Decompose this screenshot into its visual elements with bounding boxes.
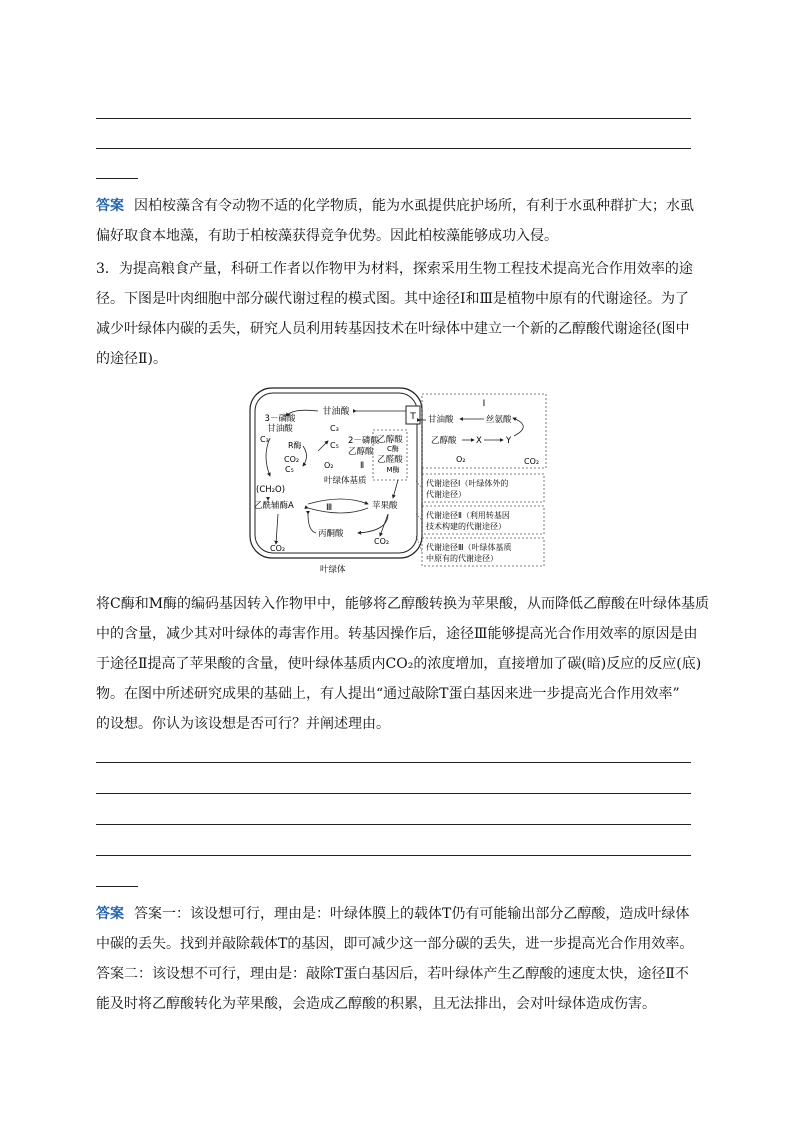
answer-line-end	[96, 178, 138, 179]
final-answer	[96, 899, 696, 1019]
answer-line-1	[96, 118, 691, 119]
serine-label: 丝氨酸	[486, 415, 512, 425]
answer-line-1	[96, 762, 691, 763]
answer-line-2	[96, 148, 691, 149]
m-enzyme-label: M酶	[386, 466, 400, 474]
question-text: 减少叶绿体内碳的丢失，研究人员利用转基因技术在叶绿体中建立一个新的乙醇酸代谢途径(图中	[96, 321, 690, 337]
legend-text: 代谢途径Ⅲ（叶绿体基质	[426, 543, 512, 552]
body-text: 将C酶和M酶的编码基因转入作物甲中，能够将乙醇酸转换为苹果酸，从而降低乙醇酸在叶绿体基质	[96, 596, 710, 612]
answer-label: 答案	[96, 906, 124, 922]
question-text: 3．为提高粮食产量，科研工作者以作物甲为材料，探索采用生物工程技术提高光合作用效率的途	[96, 261, 693, 277]
answer-line-2	[96, 793, 691, 794]
glyceric-acid: 甘油酸	[322, 407, 350, 417]
question-text: 的途径Ⅱ)。	[96, 351, 167, 367]
acetyl-coa-label: 乙酰辅酶A	[254, 501, 294, 511]
c-enzyme-label: C酶	[387, 445, 399, 453]
answer-line-3	[96, 824, 691, 825]
answer-text: 答案二：该设想不可行，理由是：敲除T蛋白基因后，若叶绿体产生乙醇酸的速度太快，途径Ⅱ不	[96, 966, 689, 982]
outer-co2: CO₂	[524, 457, 540, 466]
co2-right-label: CO₂	[374, 537, 390, 546]
answer-text: 因柏桉藻含有令动物不适的化学物质，能为水虱提供庇护场所，有利于水虱种群扩大；水虱	[134, 198, 694, 214]
c3b-label: C₃	[330, 424, 339, 433]
answer-line-end	[96, 886, 138, 887]
intermediate-y: Y	[506, 436, 512, 446]
outer-glycolate: 乙醇酸	[431, 436, 457, 446]
stroma-label: 叶绿体基质	[324, 476, 367, 486]
legend-text: 代谢途径Ⅱ（利用转基因	[426, 511, 510, 520]
answer-text: 中碳的丢失。找到并敲除载体T的基因，即可减少这一部分碳的丢失，进一步提高光合作用效率。	[96, 936, 694, 952]
co2-label: CO₂	[284, 455, 300, 464]
chloroplast-label: 叶绿体	[320, 565, 346, 575]
legend-text: 代谢途径Ⅰ（叶绿体外的	[426, 479, 509, 488]
question-3	[96, 254, 696, 374]
legend-text: 技术构建的代谢途径）	[426, 522, 506, 531]
phosphoglycolate: 2－磷酸	[348, 436, 379, 446]
c5b-label: C₅	[330, 441, 339, 450]
malate-label: 苹果酸	[372, 501, 398, 511]
question-body	[96, 589, 710, 739]
legend-text: 代谢途径）	[426, 490, 466, 499]
answer-text: 答案一：该设想可行，理由是：叶绿体膜上的载体T仍有可能输出部分乙醇酸，造成叶绿体	[134, 906, 690, 922]
c5-label: C₅	[285, 465, 294, 474]
body-text: 的设想。你认为该设想是否可行？并阐述理由。	[96, 716, 390, 732]
pga-label: 3－磷酸	[264, 414, 296, 424]
r-enzyme-label: R酶	[288, 441, 302, 450]
top-answer	[96, 191, 696, 251]
pyruvate-label: 丙酮酸	[318, 529, 344, 539]
phosphoglycolate: 乙醇酸	[348, 447, 374, 457]
body-text: 中的含量，减少其对叶绿体的毒害作用。转基因操作后，途径Ⅲ能够提高光合作用效率的原因是由	[96, 626, 698, 642]
o2-label: O₂	[324, 461, 334, 470]
transporter-t-label: T	[410, 412, 416, 422]
pathway-ii-label: Ⅱ	[360, 461, 365, 471]
pathway-i-label: Ⅰ	[482, 399, 486, 409]
pathway-iii-label: Ⅲ	[326, 503, 333, 513]
ch2o-label: (CH₂O)	[256, 485, 286, 495]
answer-text: 偏好取食本地藻，有助于柏桉藻获得竞争优势。因此柏桉藻能够成功入侵。	[96, 228, 558, 244]
glyoxylate-label: 乙醛酸	[377, 455, 403, 465]
body-text: 物。在图中所述研究成果的基础上，有人提出“通过敲除T蛋白基因来进一步提高光合作用效率”	[96, 686, 680, 702]
intermediate-x: X	[476, 436, 482, 446]
outer-glyceric-acid: 甘油酸	[428, 415, 454, 425]
co2-left-label: CO₂	[270, 544, 286, 553]
c3-label: C₃	[260, 435, 269, 444]
answer-line-4	[96, 855, 691, 856]
question-text: 径。下图是叶肉细胞中部分碳代谢过程的模式图。其中途径Ⅰ和Ⅲ是植物中原有的代谢途径。为了	[96, 291, 690, 307]
legend-text: 中原有的代谢途径）	[426, 554, 498, 563]
answer-label: 答案	[96, 198, 124, 214]
pga-label: 甘油酸	[267, 424, 293, 434]
outer-o2: O₂	[456, 455, 466, 464]
carbon-metabolism-diagram	[248, 386, 548, 576]
body-text: 于途径Ⅱ提高了苹果酸的含量，使叶绿体基质内CO₂的浓度增加，直接增加了碳(暗)反应的反应(底)	[96, 656, 702, 672]
glycolate-label: 乙醇酸	[377, 435, 403, 445]
answer-text: 能及时将乙醇酸转化为苹果酸，会造成乙醇酸的积累，且无法排出，会对叶绿体造成伤害。	[96, 996, 656, 1012]
